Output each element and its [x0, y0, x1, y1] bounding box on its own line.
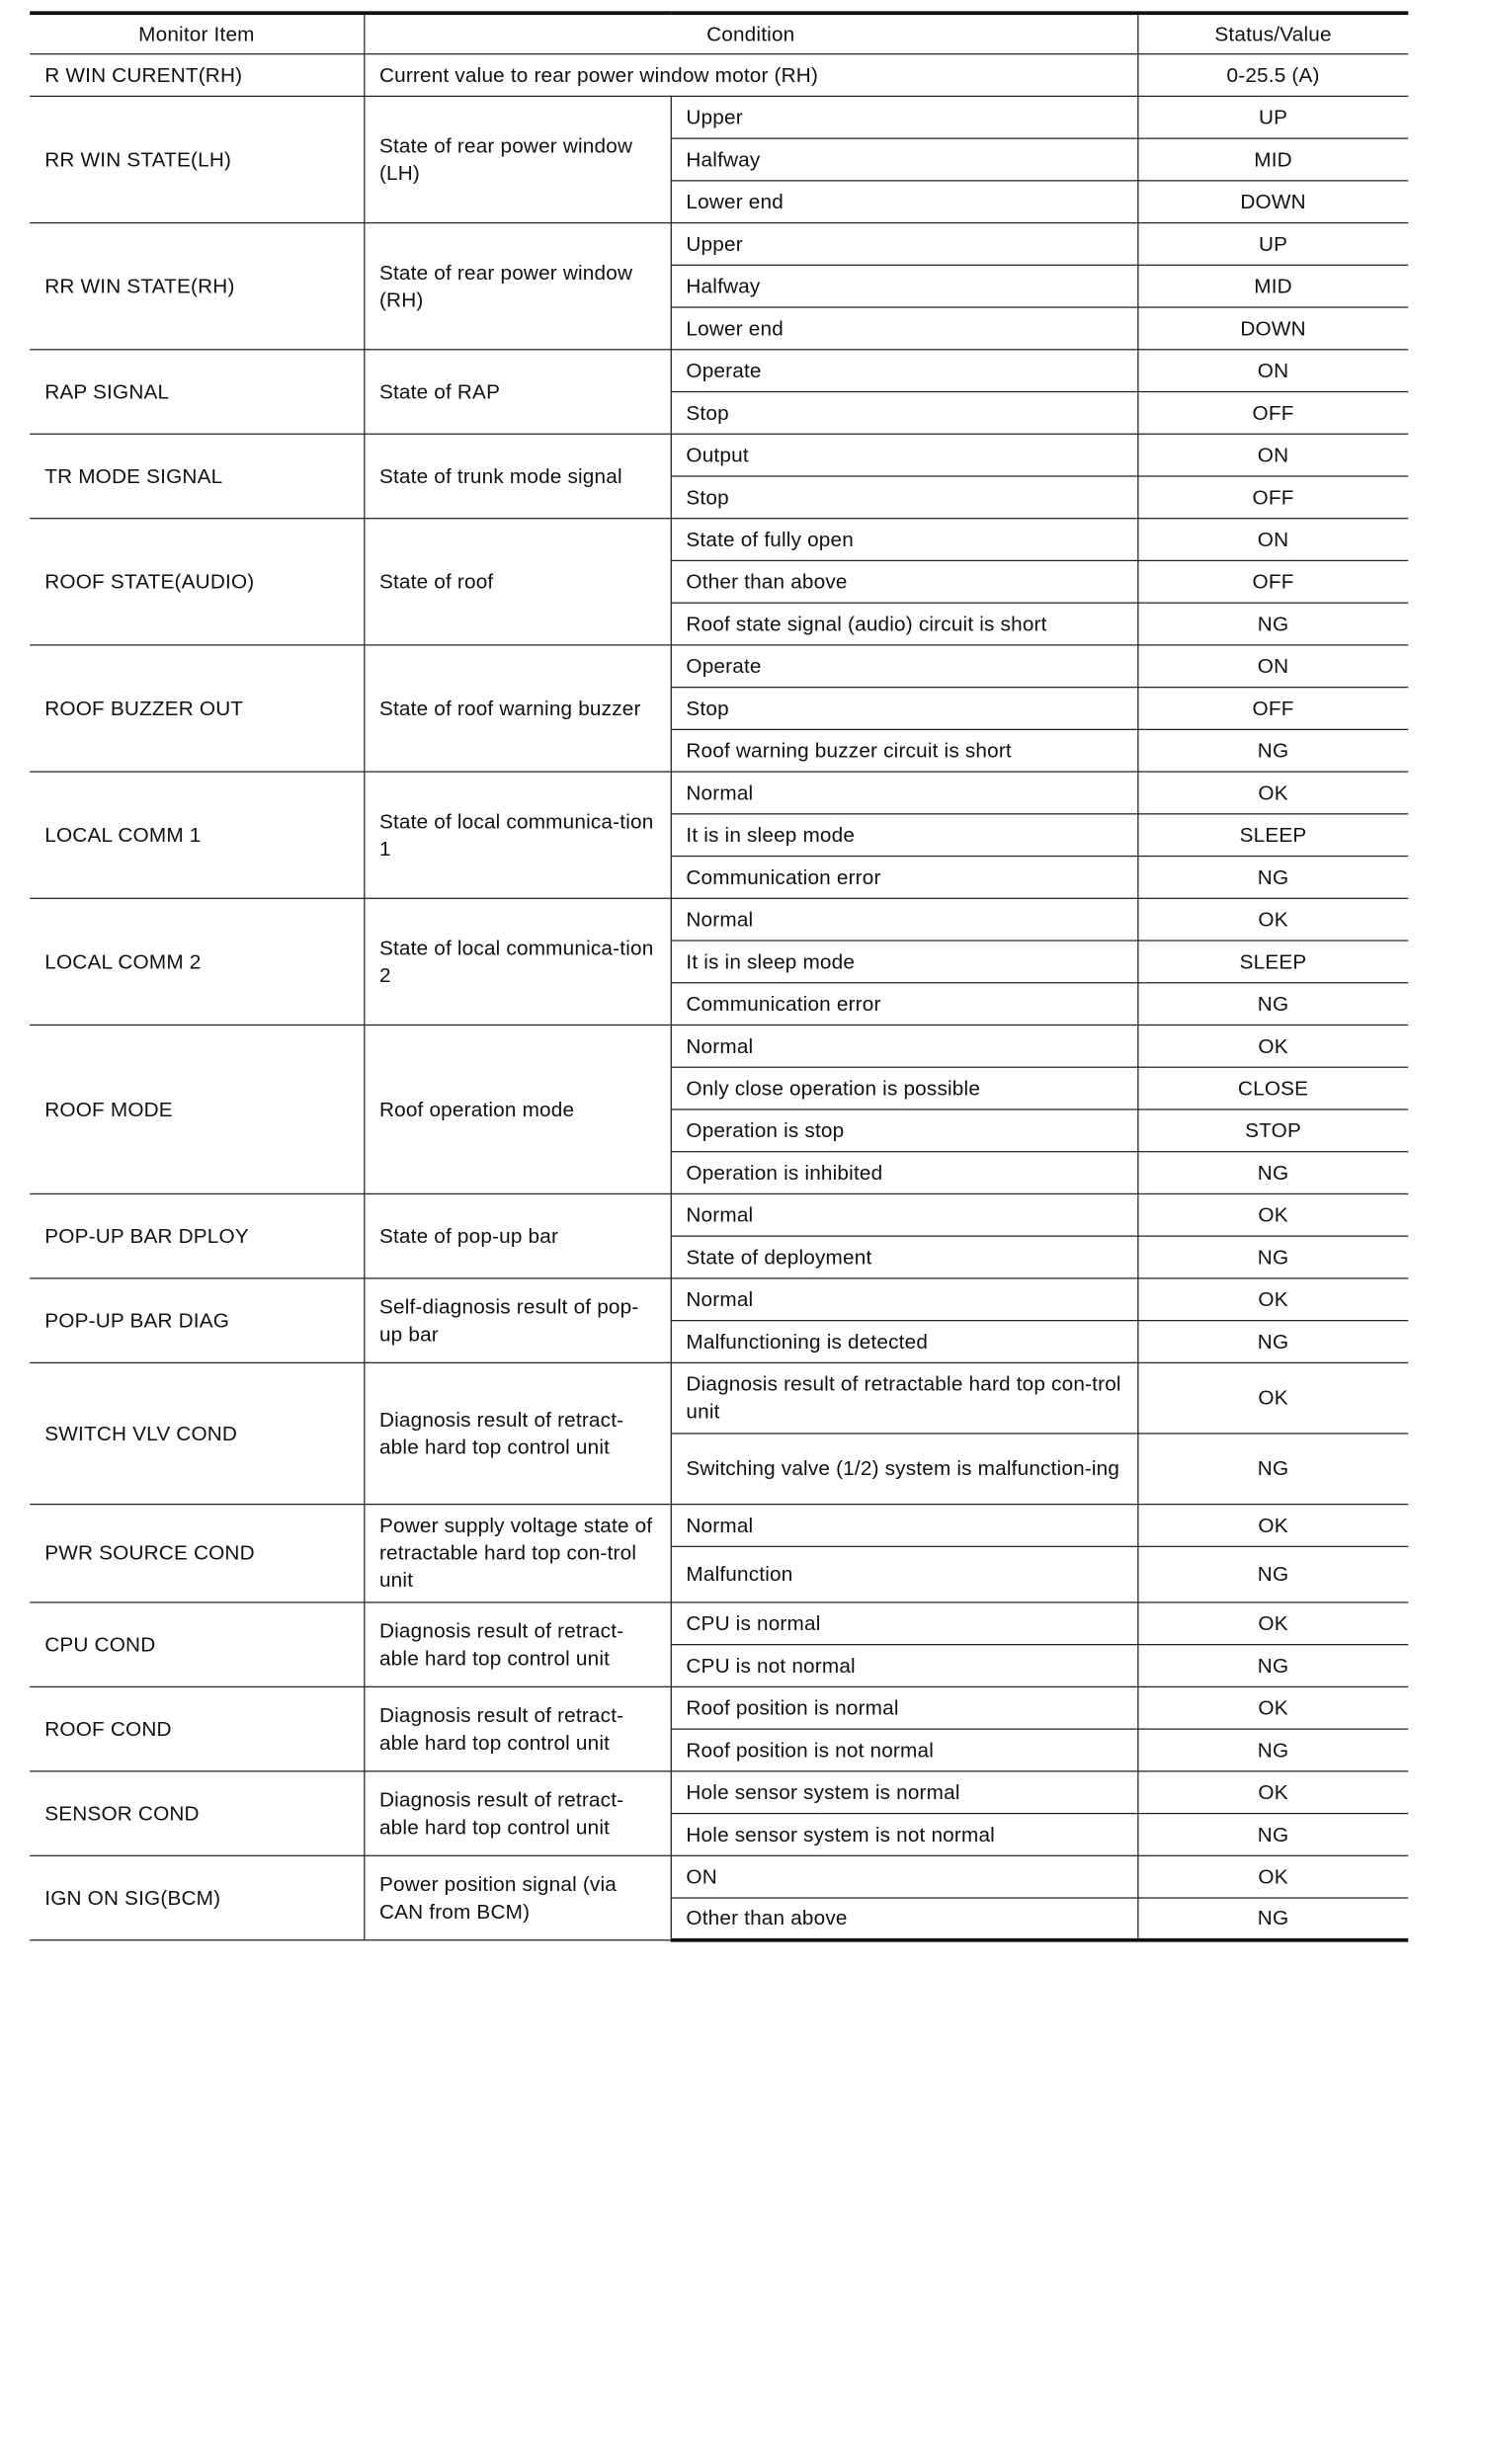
condition-cell: Diagnosis result of retract-able hard top control unit — [364, 1686, 670, 1770]
status-value-cell: NG — [1137, 857, 1408, 899]
status-value-cell: OK — [1137, 772, 1408, 814]
sub-condition-cell: CPU is normal — [671, 1602, 1138, 1645]
table-row — [30, 1771, 1408, 1814]
header-status-value: Status/Value — [1137, 13, 1408, 53]
monitor-item-cell: LOCAL COMM 2 — [30, 898, 364, 1025]
status-value-cell: NG — [1137, 1236, 1408, 1278]
status-value-cell: NG — [1137, 1814, 1408, 1856]
sub-condition-cell: Hole sensor system is not normal — [671, 1814, 1138, 1856]
status-value-cell: NG — [1137, 1729, 1408, 1771]
table-row — [30, 645, 1408, 688]
condition-cell: Diagnosis result of retract-able hard top control unit — [364, 1362, 670, 1504]
table-row — [30, 350, 1408, 392]
sub-condition-cell: Roof warning buzzer circuit is short — [671, 729, 1138, 772]
monitor-item-cell: CPU COND — [30, 1602, 364, 1686]
table-body — [30, 54, 1408, 1940]
table-row — [30, 519, 1408, 561]
sub-condition-cell: Communication error — [671, 857, 1138, 899]
condition-cell: State of roof — [364, 519, 670, 645]
condition-cell: Power position signal (via CAN from BCM) — [364, 1855, 670, 1939]
condition-cell: State of RAP — [364, 350, 670, 434]
status-value-cell: UP — [1137, 96, 1408, 138]
condition-cell: State of rear power window (LH) — [364, 96, 670, 222]
status-value-cell: MID — [1137, 138, 1408, 181]
table-row — [30, 1602, 1408, 1645]
table-row — [30, 1505, 1408, 1547]
sub-condition-cell: Roof state signal (audio) circuit is short — [671, 603, 1138, 645]
monitor-item-cell: RR WIN STATE(LH) — [30, 96, 364, 222]
sub-condition-cell: Lower end — [671, 181, 1138, 223]
condition-cell: State of trunk mode signal — [364, 434, 670, 518]
sub-condition-cell: Switching valve (1/2) system is malfunction-ing — [671, 1434, 1138, 1505]
status-value-cell: NG — [1137, 983, 1408, 1026]
status-value-cell: OFF — [1137, 476, 1408, 519]
condition-cell: Diagnosis result of retract-able hard top control unit — [364, 1771, 670, 1855]
status-value-cell: OK — [1137, 1025, 1408, 1067]
monitor-item-cell: ROOF MODE — [30, 1025, 364, 1193]
status-value-cell: NG — [1137, 1434, 1408, 1505]
status-value-cell: CLOSE — [1137, 1067, 1408, 1109]
sub-condition-cell: Halfway — [671, 138, 1138, 181]
status-value-cell: DOWN — [1137, 181, 1408, 223]
sub-condition-cell: Roof position is normal — [671, 1686, 1138, 1729]
sub-condition-cell: CPU is not normal — [671, 1645, 1138, 1687]
status-value-cell: NG — [1137, 1152, 1408, 1194]
table-row — [30, 772, 1408, 814]
status-value-cell: UP — [1137, 223, 1408, 266]
sub-condition-cell: Output — [671, 434, 1138, 476]
sub-condition-cell: Upper — [671, 96, 1138, 138]
condition-cell: State of roof warning buzzer — [364, 645, 670, 772]
sub-condition-cell: Normal — [671, 1193, 1138, 1236]
sub-condition-cell: Upper — [671, 223, 1138, 266]
status-value-cell: OK — [1137, 1362, 1408, 1434]
monitor-item-cell: SENSOR COND — [30, 1771, 364, 1855]
sub-condition-cell: Stop — [671, 688, 1138, 730]
status-value-cell: 0-25.5 (A) — [1137, 54, 1408, 97]
monitor-item-cell: PWR SOURCE COND — [30, 1505, 364, 1602]
status-value-cell: OK — [1137, 898, 1408, 941]
header-condition: Condition — [364, 13, 1137, 53]
sub-condition-cell: Other than above — [671, 1898, 1138, 1940]
sub-condition-cell: Roof position is not normal — [671, 1729, 1138, 1771]
sub-condition-cell: It is in sleep mode — [671, 941, 1138, 983]
sub-condition-cell: Operate — [671, 645, 1138, 688]
sub-condition-cell: State of fully open — [671, 519, 1138, 561]
sub-condition-cell: Operation is stop — [671, 1109, 1138, 1152]
monitor-item-cell: SWITCH VLV COND — [30, 1362, 364, 1504]
sub-condition-cell: Hole sensor system is normal — [671, 1771, 1138, 1814]
sub-condition-cell: Normal — [671, 1278, 1138, 1321]
sub-condition-cell: Malfunction — [671, 1546, 1138, 1602]
monitor-item-cell: R WIN CURENT(RH) — [30, 54, 364, 97]
sub-condition-cell: Normal — [671, 898, 1138, 941]
status-value-cell: DOWN — [1137, 307, 1408, 350]
condition-cell: Power supply voltage state of retractable hard top con-trol unit — [364, 1505, 670, 1602]
sub-condition-cell: Malfunctioning is detected — [671, 1321, 1138, 1363]
monitor-item-cell: RAP SIGNAL — [30, 350, 364, 434]
status-value-cell: OK — [1137, 1855, 1408, 1898]
table-row — [30, 1278, 1408, 1321]
status-value-cell: OFF — [1137, 688, 1408, 730]
status-value-cell: OK — [1137, 1602, 1408, 1645]
table-row — [30, 1686, 1408, 1729]
status-value-cell: NG — [1137, 1645, 1408, 1687]
status-value-cell: NG — [1137, 1321, 1408, 1363]
table-row — [30, 434, 1408, 476]
sub-condition-cell: ON — [671, 1855, 1138, 1898]
sub-condition-cell: Only close operation is possible — [671, 1067, 1138, 1109]
monitor-item-cell: ROOF STATE(AUDIO) — [30, 519, 364, 645]
status-value-cell: ON — [1137, 645, 1408, 688]
sub-condition-cell: Operate — [671, 350, 1138, 392]
sub-condition-cell: Normal — [671, 772, 1138, 814]
condition-cell: State of pop-up bar — [364, 1193, 670, 1277]
condition-cell: State of local communica-tion 2 — [364, 898, 670, 1025]
table-row — [30, 898, 1408, 941]
table-row — [30, 1193, 1408, 1236]
sub-condition-cell: Communication error — [671, 983, 1138, 1026]
status-value-cell: OFF — [1137, 560, 1408, 603]
status-value-cell: OK — [1137, 1278, 1408, 1321]
status-value-cell: OK — [1137, 1193, 1408, 1236]
status-value-cell: STOP — [1137, 1109, 1408, 1152]
table-row — [30, 96, 1408, 138]
sub-condition-cell: Halfway — [671, 265, 1138, 307]
status-value-cell: ON — [1137, 434, 1408, 476]
monitor-item-cell: LOCAL COMM 1 — [30, 772, 364, 898]
status-value-cell: MID — [1137, 265, 1408, 307]
condition-cell: Roof operation mode — [364, 1025, 670, 1193]
status-value-cell: OK — [1137, 1771, 1408, 1814]
monitor-item-cell: IGN ON SIG(BCM) — [30, 1855, 364, 1939]
sub-condition-cell: Normal — [671, 1505, 1138, 1547]
status-value-cell: NG — [1137, 603, 1408, 645]
condition-cell: Current value to rear power window motor (RH) — [364, 54, 1137, 97]
status-value-cell: OK — [1137, 1505, 1408, 1547]
header-monitor-item: Monitor Item — [30, 13, 364, 53]
table-header-row — [30, 13, 1408, 53]
monitor-item-cell: POP-UP BAR DIAG — [30, 1278, 364, 1362]
monitor-item-cell: ROOF COND — [30, 1686, 364, 1770]
monitor-item-cell: POP-UP BAR DPLOY — [30, 1193, 364, 1277]
status-value-cell: SLEEP — [1137, 941, 1408, 983]
sub-condition-cell: Diagnosis result of retractable hard top con-trol unit — [671, 1362, 1138, 1434]
table-row — [30, 54, 1408, 97]
monitor-item-cell: TR MODE SIGNAL — [30, 434, 364, 518]
condition-cell: State of local communica-tion 1 — [364, 772, 670, 898]
sub-condition-cell: Normal — [671, 1025, 1138, 1067]
status-value-cell: NG — [1137, 729, 1408, 772]
sub-condition-cell: It is in sleep mode — [671, 814, 1138, 857]
status-value-cell: ON — [1137, 519, 1408, 561]
condition-cell: Self-diagnosis result of pop-up bar — [364, 1278, 670, 1362]
table-row — [30, 1855, 1408, 1898]
sub-condition-cell: Stop — [671, 392, 1138, 435]
sub-condition-cell: State of deployment — [671, 1236, 1138, 1278]
condition-cell: Diagnosis result of retract-able hard top control unit — [364, 1602, 670, 1686]
table-row — [30, 1362, 1408, 1434]
sub-condition-cell: Other than above — [671, 560, 1138, 603]
sub-condition-cell: Lower end — [671, 307, 1138, 350]
monitor-item-cell: ROOF BUZZER OUT — [30, 645, 364, 772]
status-value-cell: OFF — [1137, 392, 1408, 435]
status-value-cell: ON — [1137, 350, 1408, 392]
status-value-cell: NG — [1137, 1898, 1408, 1940]
sub-condition-cell: Stop — [671, 476, 1138, 519]
monitor-item-table — [30, 11, 1408, 1941]
table-row — [30, 1025, 1408, 1067]
monitor-item-cell: RR WIN STATE(RH) — [30, 223, 364, 350]
status-value-cell: NG — [1137, 1546, 1408, 1602]
table-row — [30, 223, 1408, 266]
condition-cell: State of rear power window (RH) — [364, 223, 670, 350]
status-value-cell: OK — [1137, 1686, 1408, 1729]
status-value-cell: SLEEP — [1137, 814, 1408, 857]
sub-condition-cell: Operation is inhibited — [671, 1152, 1138, 1194]
